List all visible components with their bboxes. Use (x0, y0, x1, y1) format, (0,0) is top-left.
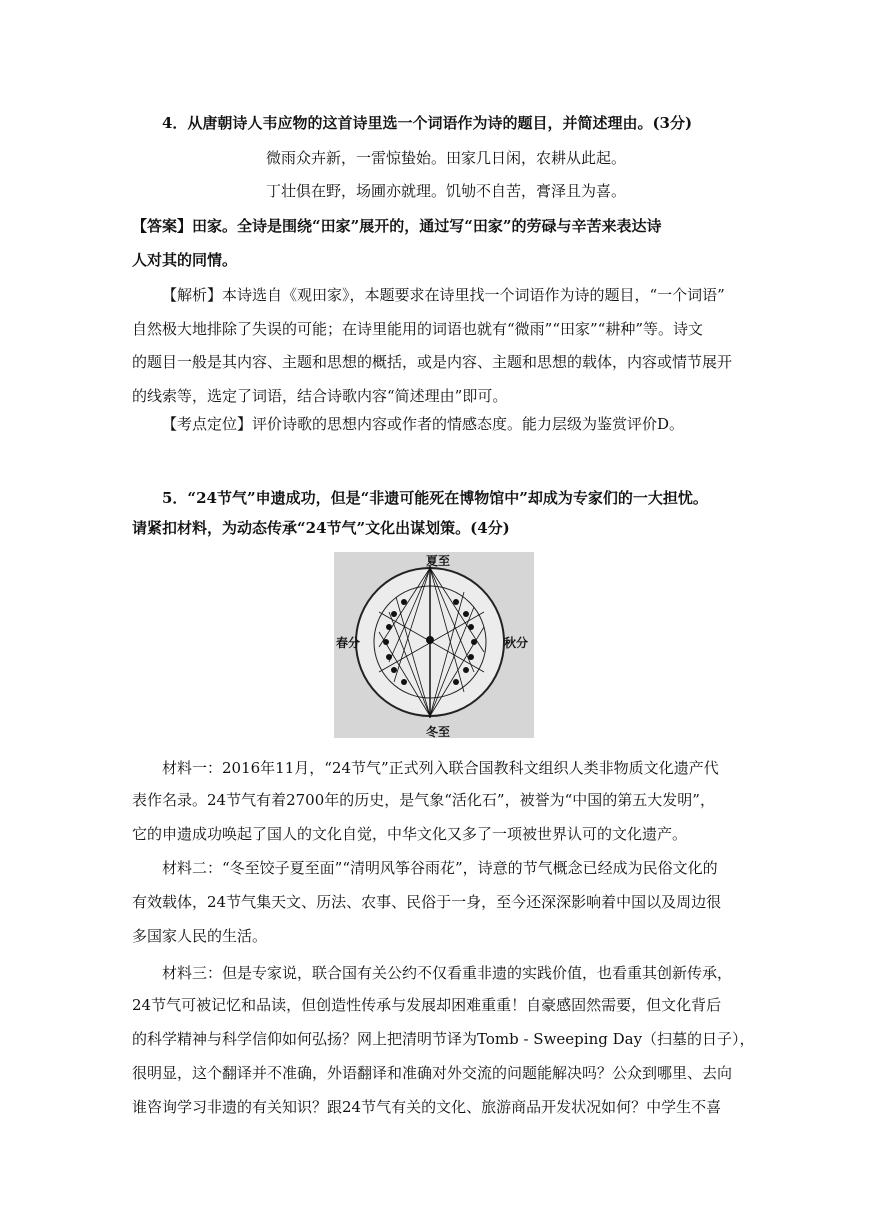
question-5-title: 5．“24节气”申遗成功，但是“非遗可能死在博物馆中”却成为专家们的一大担忧。 (162, 489, 708, 507)
material-1-line: 表作名录。24节气有着2700年的历史，是气象“活化石”，被誉为“中国的第五大发明”， (132, 791, 715, 809)
poem-line: 微雨众卉新，一雷惊蛰始。田家几日闲，农耕从此起。 (266, 149, 627, 167)
kaodian-line: 【考点定位】评价诗歌的思想内容或作者的情感态度。能力层级为鉴赏评价D。 (162, 415, 685, 433)
material-2-line: 材料二：“冬至饺子夏至面”“清明风筝谷雨花”，诗意的节气概念已经成为民俗文化的 (162, 859, 718, 877)
material-3-line: 的科学精神与科学信仰如何弘扬？网上把清明节译为Tomb - Sweeping Day（扫墓的日子）， (132, 1030, 755, 1048)
material-1-line: 材料一：2016年11月，“24节气”正式列入联合国教科文组织人类非物质文化遗产代 (162, 759, 719, 777)
spring-equinox-label: 春分 (336, 636, 361, 650)
material-3-line: 材料三：但是专家说，联合国有关公约不仅看重非遗的实践价值，也看重其创新传承， (162, 964, 733, 982)
analysis-line: 【解析】本诗选自《观田家》，本题要求在诗里找一个词语作为诗的题目，“一个词语” (162, 286, 725, 304)
material-1-line: 它的申遗成功唤起了国人的文化自觉，中华文化又多了一项被世界认可的文化遗产。 (132, 825, 688, 843)
analysis-line: 的线索等，选定了词语，结合诗歌内容“简述理由”即可。 (132, 387, 508, 405)
material-3-line: 24节气可被记忆和品读，但创造性传承与发展却困难重重！自豪感固然需要，但文化背后 (132, 996, 722, 1014)
winter-solstice-label: 冬至 (426, 725, 451, 738)
question-5-title: 请紧扣材料，为动态传承“24节气”文化出谋划策。(4分) (132, 519, 510, 537)
material-3-line: 很明显，这个翻译并不准确，外语翻译和准确对外交流的问题能解决吗？公众到哪里、去向 (132, 1064, 733, 1082)
autumn-equinox-label: 秋分 (504, 636, 529, 650)
answer-line: 【答案】田家。全诗是围绕“田家”展开的，通过写“田家”的劳碌与辛苦来表达诗 (132, 217, 662, 235)
answer-line: 人对其的同情。 (132, 251, 238, 269)
material-3-line: 谁咨询学习非遗的有关知识？跟24节气有关的文化、旅游商品开发状况如何？中学生不喜 (132, 1098, 722, 1116)
material-2-line: 有效载体，24节气集天文、历法、农事、民俗于一身，至今还深深影响着中国以及周边很 (132, 893, 722, 911)
analysis-line: 自然极大地排除了失误的可能；在诗里能用的词语也就有“微雨”“田家”“耕种”等。诗文 (132, 320, 704, 338)
solar-terms-wheel-image (334, 552, 534, 738)
analysis-line: 的题目一般是其内容、主题和思想的概括，或是内容、主题和思想的载体，内容或情节展开 (132, 353, 733, 371)
poem-line: 丁壮俱在野，场圃亦就理。饥劬不自苦，膏泽且为喜。 (266, 182, 627, 200)
material-2-line: 多国家人民的生活。 (132, 927, 268, 945)
solar-terms-figure (334, 552, 534, 738)
summer-solstice-label: 夏至 (426, 554, 451, 568)
question-4-title: 4．从唐朝诗人韦应物的这首诗里选一个词语作为诗的题目，并简述理由。(3分) (162, 114, 693, 132)
